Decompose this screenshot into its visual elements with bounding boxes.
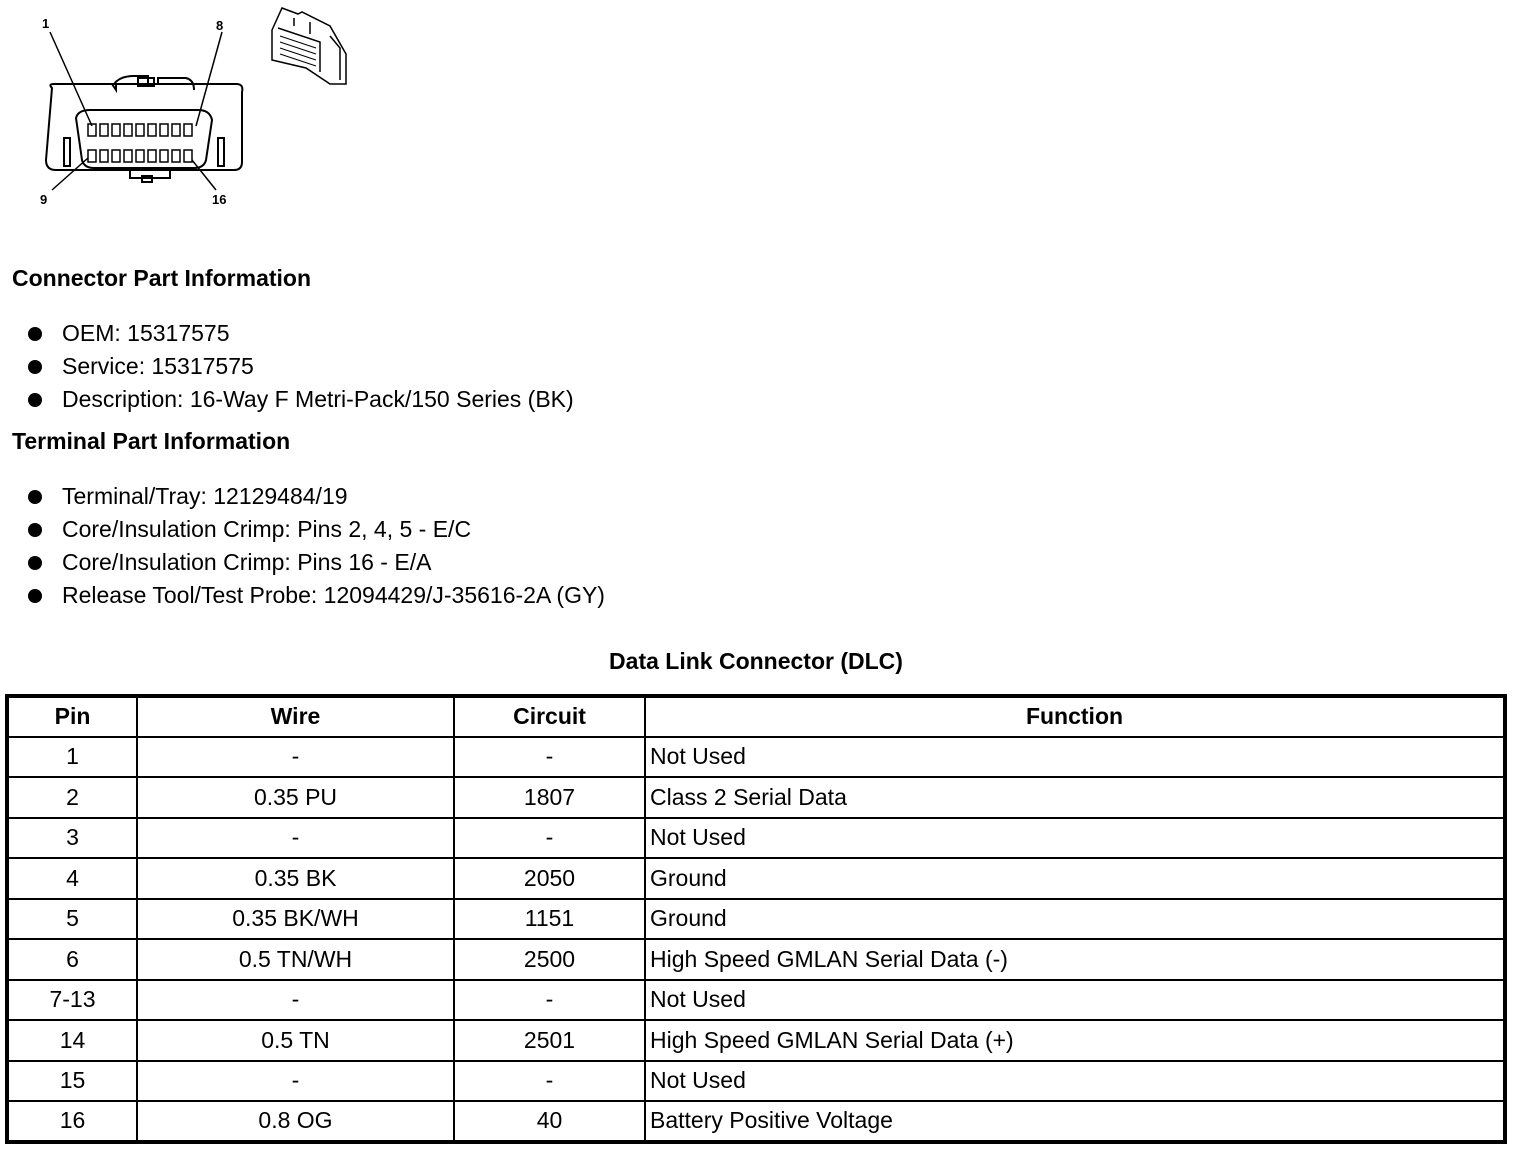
cell-circuit: 2500: [454, 939, 645, 980]
cell-circuit: -: [454, 818, 645, 859]
cell-circuit: 2501: [454, 1020, 645, 1061]
cell-function: Not Used: [645, 980, 1505, 1021]
pin-label-8: 8: [216, 18, 224, 33]
list-item: Description: 16-Way F Metri-Pack/150 Series (BK): [28, 383, 574, 416]
cell-pin: 7-13: [7, 980, 137, 1021]
list-item: OEM: 15317575: [28, 317, 574, 350]
connector-part-info-heading: Connector Part Information: [12, 265, 312, 291]
list-item: Service: 15317575: [28, 350, 574, 383]
cell-pin: 1: [7, 737, 137, 778]
cell-pin: 16: [7, 1101, 137, 1142]
cell-function: Battery Positive Voltage: [645, 1101, 1505, 1142]
cell-function: Not Used: [645, 818, 1505, 859]
cell-wire: 0.5 TN: [137, 1020, 454, 1061]
cell-pin: 5: [7, 899, 137, 940]
cell-circuit: 2050: [454, 858, 645, 899]
pin-label-9: 9: [40, 192, 48, 207]
cell-wire: -: [137, 737, 454, 778]
list-item: Core/Insulation Crimp: Pins 2, 4, 5 - E/C: [28, 513, 605, 546]
pin-label-1: 1: [42, 16, 50, 31]
dlc-pinout-table: [5, 694, 1507, 1144]
cell-function: High Speed GMLAN Serial Data (-): [645, 939, 1505, 980]
cell-circuit: 1807: [454, 777, 645, 818]
cell-pin: 4: [7, 858, 137, 899]
cell-wire: -: [137, 980, 454, 1021]
cell-pin: 3: [7, 818, 137, 859]
cell-wire: 0.35 BK: [137, 858, 454, 899]
bullet-icon: [28, 327, 42, 341]
cell-wire: 0.35 PU: [137, 777, 454, 818]
cell-circuit: -: [454, 737, 645, 778]
cell-function: Class 2 Serial Data: [645, 777, 1505, 818]
pin-label-16: 16: [212, 192, 227, 207]
table-row: [7, 899, 1505, 940]
header-wire: Wire: [137, 696, 454, 737]
connector-part-info-list: [28, 317, 574, 416]
bullet-icon: [28, 556, 42, 570]
list-item: Terminal/Tray: 12129484/19: [28, 480, 605, 513]
cell-circuit: 1151: [454, 899, 645, 940]
list-item: Core/Insulation Crimp: Pins 16 - E/A: [28, 546, 605, 579]
cell-function: High Speed GMLAN Serial Data (+): [645, 1020, 1505, 1061]
bullet-icon: [28, 393, 42, 407]
table-row: [7, 1020, 1505, 1061]
table-header-row: [7, 696, 1505, 737]
table-row: [7, 1101, 1505, 1142]
table-row: [7, 777, 1505, 818]
table-row: [7, 858, 1505, 899]
cell-function: Not Used: [645, 737, 1505, 778]
table-row: [7, 939, 1505, 980]
cell-circuit: 40: [454, 1101, 645, 1142]
cell-function: Ground: [645, 899, 1505, 940]
connector-3d-view: [272, 8, 346, 84]
cell-function: Ground: [645, 858, 1505, 899]
cell-wire: 0.5 TN/WH: [137, 939, 454, 980]
cell-circuit: -: [454, 1061, 645, 1102]
connector-diagram: [30, 0, 370, 220]
cell-function: Not Used: [645, 1061, 1505, 1102]
cell-circuit: -: [454, 980, 645, 1021]
table-row: [7, 980, 1505, 1021]
cell-pin: 14: [7, 1020, 137, 1061]
bullet-icon: [28, 523, 42, 537]
cell-wire: -: [137, 818, 454, 859]
header-pin: Pin: [7, 696, 137, 737]
terminal-part-info-list: [28, 480, 605, 612]
bullet-icon: [28, 490, 42, 504]
cell-pin: 2: [7, 777, 137, 818]
terminal-part-info-heading: Terminal Part Information: [12, 428, 291, 454]
cell-wire: -: [137, 1061, 454, 1102]
table-title: Data Link Connector (DLC): [609, 648, 903, 674]
list-item: Release Tool/Test Probe: 12094429/J-35616-2A (GY): [28, 579, 605, 612]
table-row: [7, 1061, 1505, 1102]
table-row: [7, 737, 1505, 778]
bullet-icon: [28, 589, 42, 603]
cell-wire: 0.8 OG: [137, 1101, 454, 1142]
cell-pin: 6: [7, 939, 137, 980]
header-function: Function: [645, 696, 1505, 737]
cell-pin: 15: [7, 1061, 137, 1102]
header-circuit: Circuit: [454, 696, 645, 737]
bullet-icon: [28, 360, 42, 374]
cell-wire: 0.35 BK/WH: [137, 899, 454, 940]
table-row: [7, 818, 1505, 859]
